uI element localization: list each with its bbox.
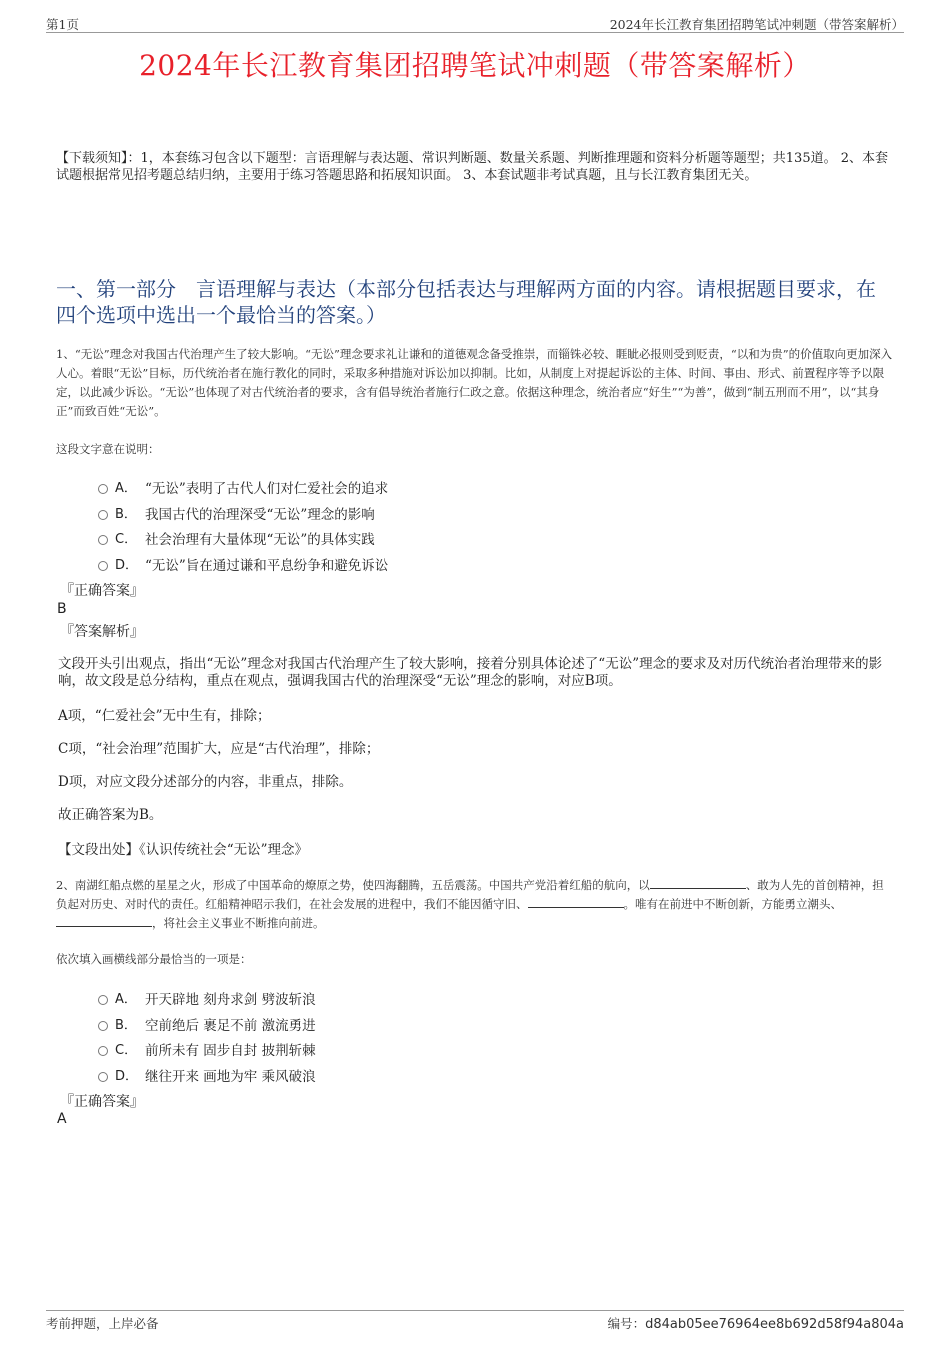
radio-button[interactable] bbox=[98, 995, 108, 1005]
option-letter: C． bbox=[115, 532, 138, 547]
answer-value: A bbox=[57, 1111, 67, 1127]
header-doc-title: 2024年长江教育集团招聘笔试冲刺题（带答案解析） bbox=[609, 17, 904, 32]
option-text: 开天辟地 刻舟求剑 劈波斩浪 bbox=[145, 992, 316, 1008]
option-letter: A． bbox=[115, 992, 137, 1007]
option-letter: C． bbox=[115, 1043, 138, 1058]
question-1-prompt: 这段文字意在说明： bbox=[56, 442, 160, 456]
document-code bbox=[608, 1314, 904, 1332]
option-text: “无讼”旨在通过谦和平息纷争和避免诉讼 bbox=[145, 557, 389, 574]
option-letter: B． bbox=[115, 1017, 137, 1033]
question-1-text: 1、“无讼”理念对我国古代治理产生了较大影响。“无讼”理念要求礼让谦和的道德观念备受推崇，而锱铢必较、睚眦必报则受到贬责，“以和为贵”的价值取向更加深入人心。着眼“无讼”目标，历代统治者在施行教化的同时，采取多种措施对诉讼加以抑制。比如，从制度上对提起诉讼的主体、时间、事由、形式、前置程序等予以限定，以此减少诉讼。“无讼”也体现了对古代统治者的要求，含有倡导统治者施行仁政之意。依据这种理念，统治者应“好生”“为善”，做到“制五刑而不用”，以“其身正”而致百姓“无讼”。 bbox=[56, 347, 893, 418]
code-value: d84ab05ee76964ee8b692d58f94a804a bbox=[645, 1317, 904, 1332]
section-heading: 一、第一部分 言语理解与表达（本部分包括表达与理解两方面的内容。请根据题目要求，在四个选项中选出一个最恰当的答案。） bbox=[56, 277, 876, 327]
code-label: 编号： bbox=[607, 1316, 646, 1331]
radio-button[interactable] bbox=[98, 484, 108, 494]
radio-button[interactable] bbox=[98, 510, 108, 520]
radio-button[interactable] bbox=[98, 561, 108, 571]
q2-text-part: 、敢为人先的首创精神，担负起对历史、对时代的责任。红船精神昭示我们，在社会发展的进程中，我们不能因循守旧、 bbox=[56, 878, 884, 911]
fill-blank-3[interactable] bbox=[56, 916, 152, 927]
question-2-prompt: 依次填入画横线部分最恰当的一项是： bbox=[56, 952, 252, 966]
radio-button[interactable] bbox=[98, 1046, 108, 1056]
q2-text-part: 2、南湖红船点燃的星星之火，形成了中国革命的燎原之势，使四海翻腾，五岳震荡。中国共产党沿着红船的航向，以 bbox=[56, 878, 650, 892]
q2-text-part: 。唯有在前进中不断创新，方能勇立潮头、 bbox=[623, 897, 842, 911]
answer-label: 『正确答案』 bbox=[60, 583, 144, 599]
option-text: 空前绝后 裹足不前 激流勇进 bbox=[145, 1017, 316, 1034]
option-text: 我国古代的治理深受“无讼”理念的影响 bbox=[145, 506, 375, 523]
answer-label: 『正确答案』 bbox=[60, 1094, 144, 1110]
download-notice: 【下载须知】：1，本套练习包含以下题型：言语理解与表达题、常识判断题、数量关系题、判断推理题和资料分析题等题型；共135道。 2、本套试题根据常见招考题总结归纳，主要用于练习答题思路和拓展知识面。 3、本套试题非考试真题，且与长江教育集团无关。 bbox=[56, 151, 888, 183]
option-letter: D． bbox=[115, 1068, 139, 1084]
option-letter: B． bbox=[115, 506, 137, 522]
option-text: 社会治理有大量体现“无讼”的具体实践 bbox=[145, 532, 375, 548]
source-citation: 【文段出处】《认识传统社会“无讼”理念》 bbox=[58, 842, 309, 858]
option-text: “无讼”表明了古代人们对仁爱社会的追求 bbox=[145, 481, 389, 497]
analysis-note-c: C项，“社会治理”范围扩大，应是“古代治理”，排除； bbox=[58, 741, 380, 757]
analysis-text: 文段开头引出观点，指出“无讼”理念对我国古代治理产生了较大影响，接着分别具体论述了“无讼”理念的要求及对历代统治者治理带来的影响，故文段是总分结构，重点在观点，强调我国古代的治理深受“无讼”理念的影响，对应B项。 bbox=[58, 656, 883, 689]
fill-blank-1[interactable] bbox=[650, 878, 746, 889]
option-text: 继往开来 画地为牢 乘风破浪 bbox=[145, 1068, 316, 1085]
analysis-conclusion: 故正确答案为B。 bbox=[58, 807, 163, 823]
page-header bbox=[46, 14, 904, 33]
document-title: 2024年长江教育集团招聘笔试冲刺题（带答案解析） bbox=[139, 49, 811, 82]
footer-slogan: 考前押题，上岸必备 bbox=[46, 1316, 159, 1331]
option-letter: A． bbox=[115, 481, 137, 496]
radio-button[interactable] bbox=[98, 1072, 108, 1082]
q2-text-part: ，将社会主义事业不断推向前进。 bbox=[152, 916, 325, 930]
radio-button[interactable] bbox=[98, 535, 108, 545]
radio-button[interactable] bbox=[98, 1021, 108, 1031]
analysis-note-a: A项，“仁爱社会”无中生有，排除； bbox=[58, 708, 271, 724]
question-2-text bbox=[56, 876, 894, 933]
analysis-label: 『答案解析』 bbox=[60, 624, 144, 640]
page-number: 第1页 bbox=[46, 17, 79, 32]
option-text: 前所未有 固步自封 披荆斩棘 bbox=[145, 1043, 316, 1059]
option-letter: D． bbox=[115, 557, 139, 573]
analysis-note-d: D项，对应文段分述部分的内容，非重点，排除。 bbox=[58, 774, 353, 790]
fill-blank-2[interactable] bbox=[528, 897, 624, 908]
answer-value: B bbox=[57, 601, 67, 617]
page-footer bbox=[46, 1310, 904, 1332]
